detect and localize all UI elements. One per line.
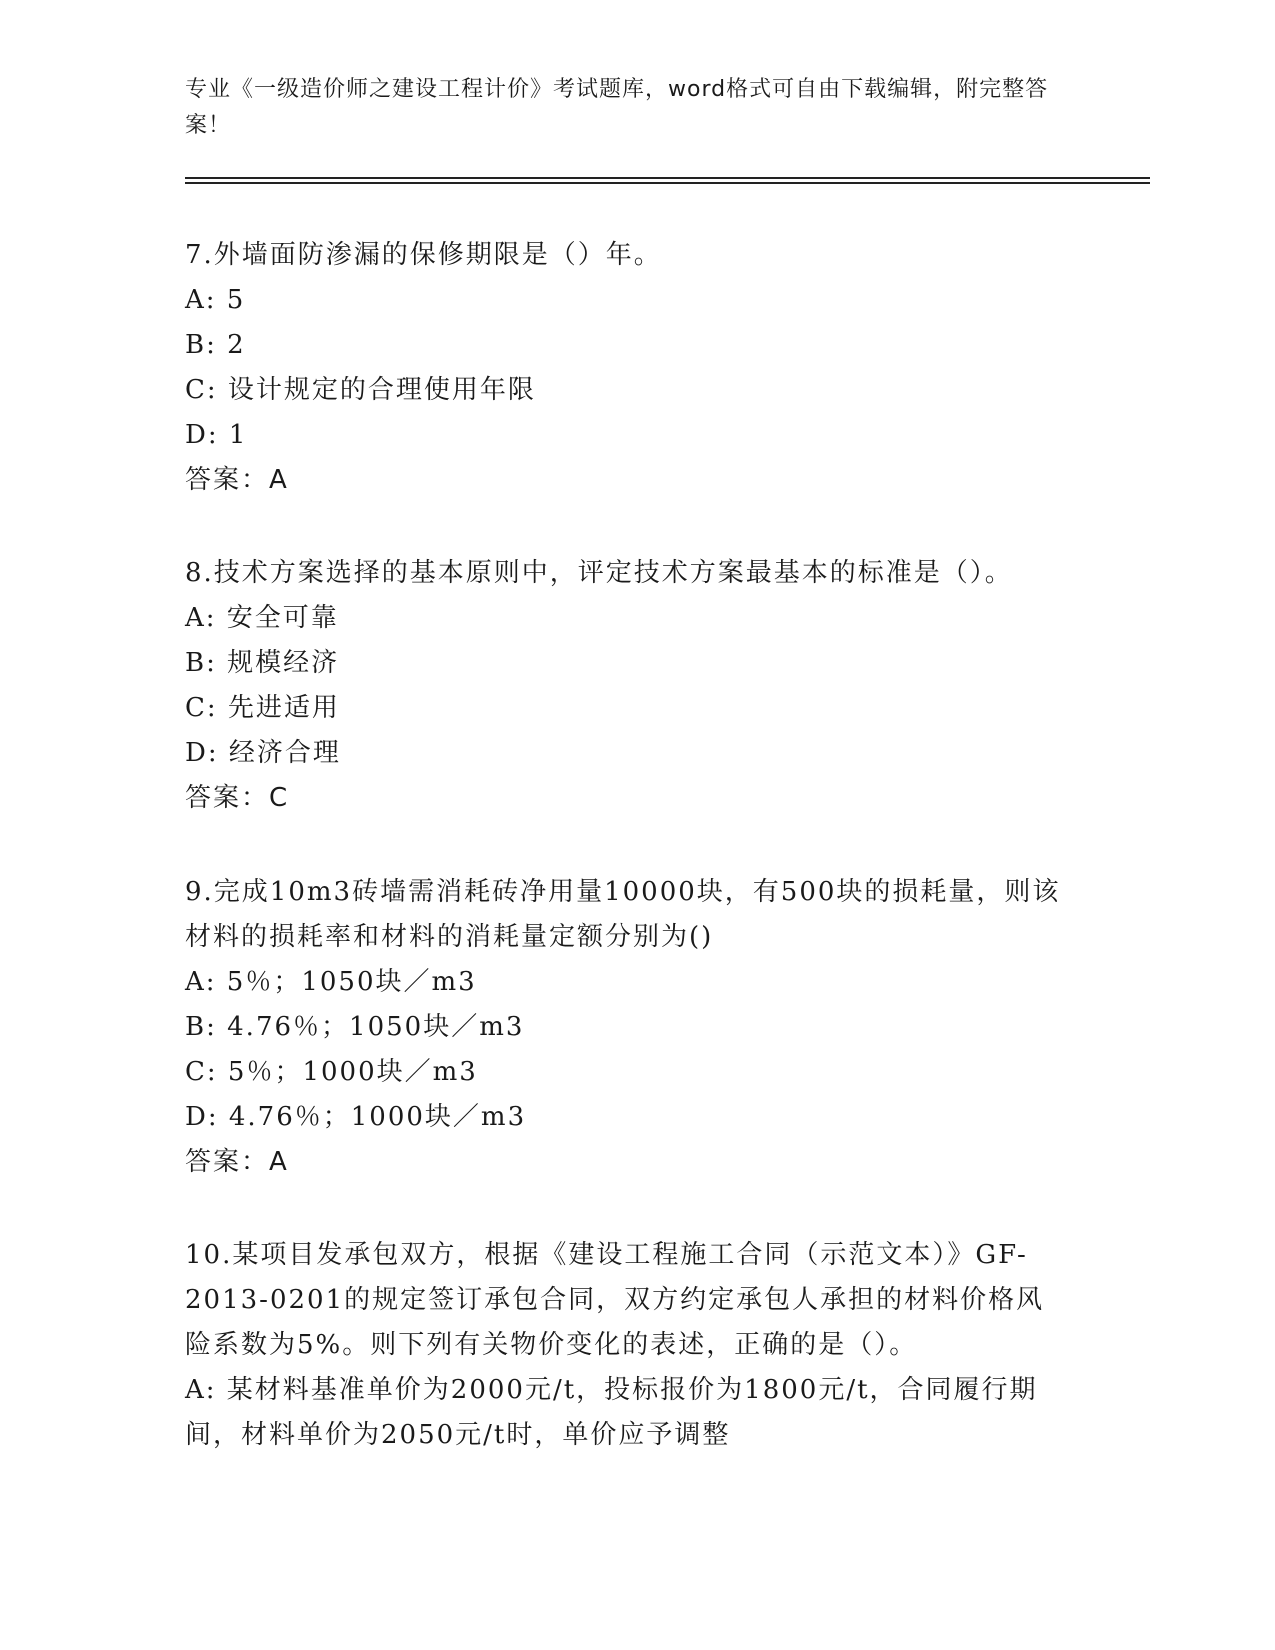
option-a: A: 安全可靠 [185,603,339,633]
question-9 [185,870,1065,1185]
option-a: A: 5％；1050块／m3 [185,967,477,997]
question-text: 9.完成10m3砖墙需消耗砖净用量10000块，有500块的损耗量，则该材料的损耗率和材料的消耗量定额分别为() [185,877,1061,952]
answer: 答案：A [185,465,289,495]
document-header: 专业《一级造价师之建设工程计价》考试题库，word格式可自由下载编辑，附完整答案！ [185,77,1049,138]
option-d: D: 1 [185,420,248,450]
question-text: 10.某项目发承包双方，根据《建设工程施工合同（示范文本）》GF-2013-0201的规定签订承包合同，双方约定承包人承担的材料价格风险系数为5%。则下列有关物价变化的表述，正确的是（）。 [185,1240,1045,1360]
answer: 答案：C [185,783,290,813]
header-divider-bottom [185,182,1150,184]
option-a: A: 5 [185,285,246,315]
option-c: C: 5％；1000块／m3 [185,1057,478,1087]
option-b: B: 2 [185,330,246,360]
header-divider-top [185,177,1150,179]
question-10 [185,1233,1065,1458]
answer: 答案：A [185,1147,289,1177]
question-text: 7.外墙面防渗漏的保修期限是（）年。 [185,240,662,270]
option-b: B: 4.76％；1050块／m3 [185,1012,525,1042]
option-d: D: 经济合理 [185,738,341,768]
question-7 [185,233,1065,503]
option-a: A: 某材料基准单价为2000元/t，投标报价为1800元/t，合同履行期间，材料单价为2050元/t时，单价应予调整 [185,1375,1038,1450]
option-c: C: 先进适用 [185,693,340,723]
question-text: 8.技术方案选择的基本原则中，评定技术方案最基本的标准是（）。 [185,558,1013,588]
option-c: C: 设计规定的合理使用年限 [185,375,536,405]
option-b: B: 规模经济 [185,648,340,678]
question-8 [185,551,1065,821]
option-d: D: 4.76％；1000块／m3 [185,1102,527,1132]
